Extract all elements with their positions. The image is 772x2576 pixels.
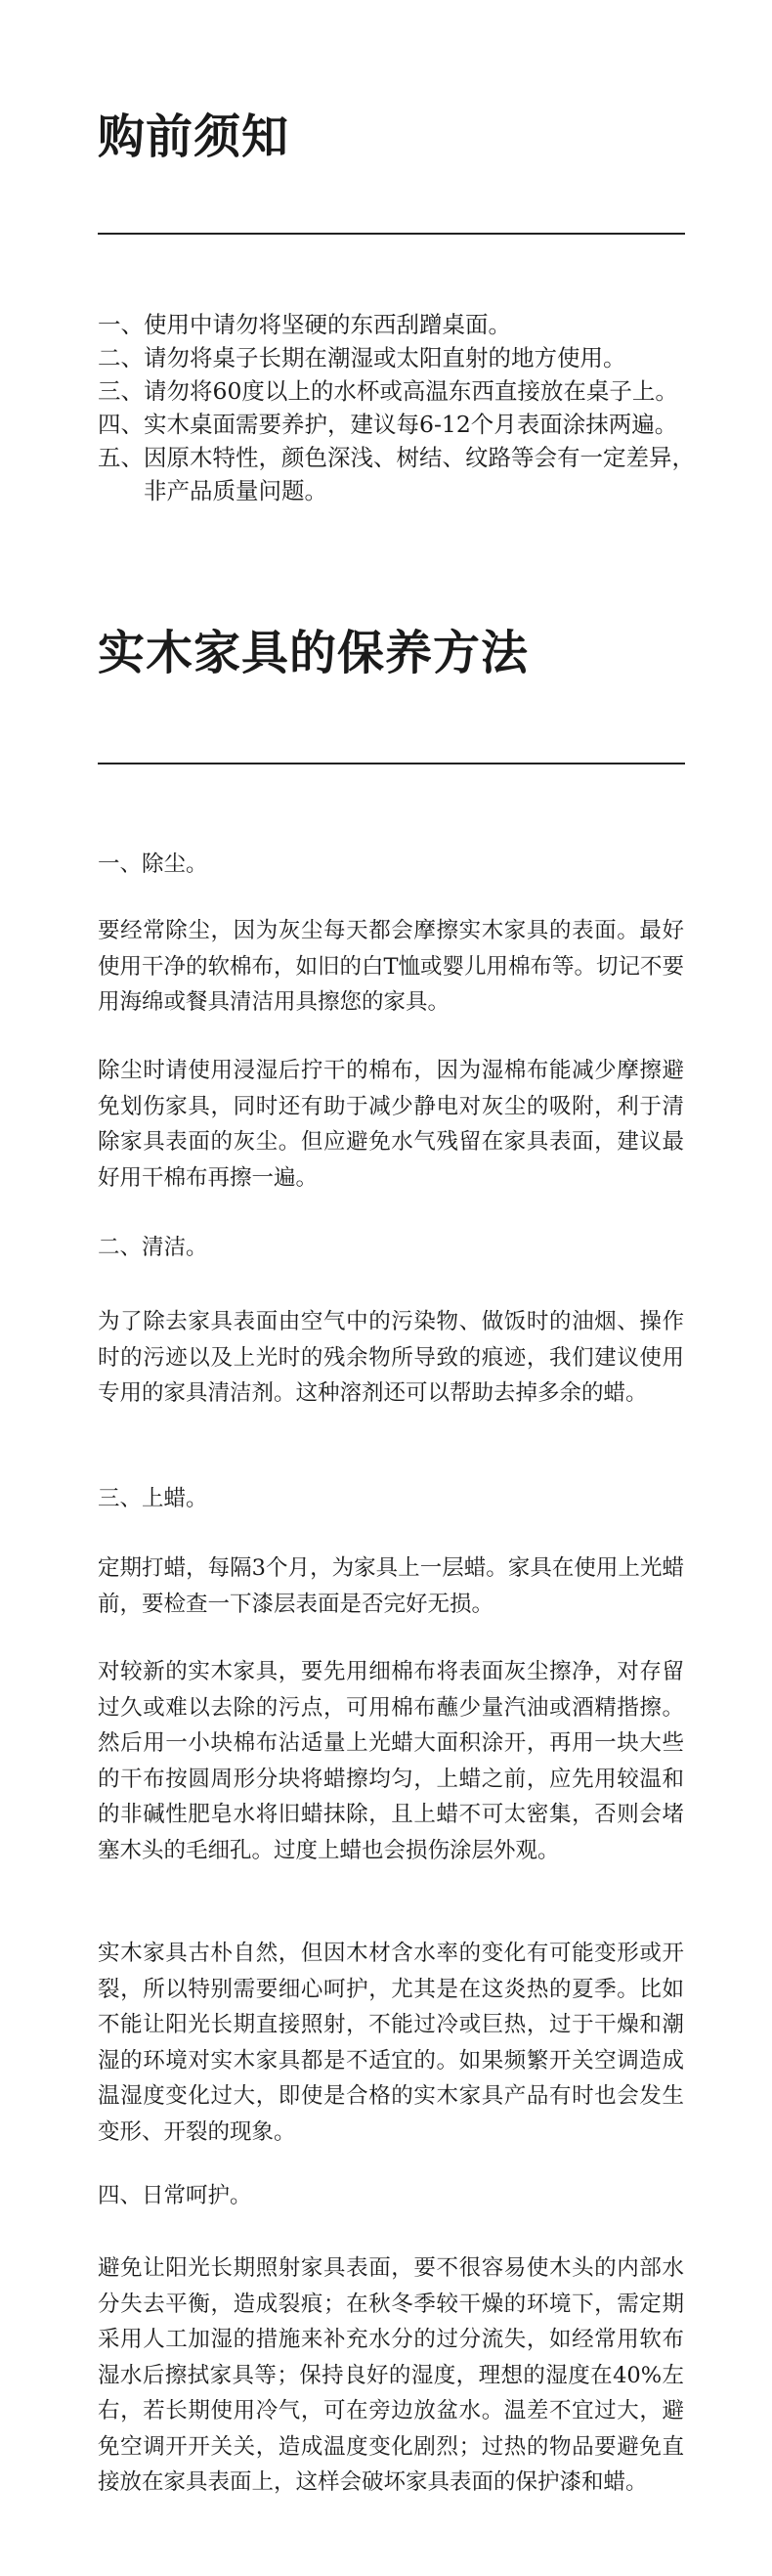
list-item <box>98 341 704 374</box>
list-item <box>98 408 704 441</box>
section-divider <box>98 233 685 235</box>
paragraph: 避免让阳光长期照射家具表面，要不很容易使木头的内部水分失去平衡，造成裂痕；在秋冬季较干燥的环境下，需定期采用人工加湿的措施来补充水分的过分流失，如经常用软布湿水后擦拭家具等；保持良好的湿度，理想的湿度在40%左右，若长期使用冷气，可在旁边放盆水。温差不宜过大，避免空调开开关关，造成温度变化剧烈；过热的物品要避免直接放在家具表面上，这样会破坏家具表面的保护漆和蜡。 <box>98 2255 684 2495</box>
section-title-care: 实木家具的保养方法 <box>98 626 530 680</box>
list-item <box>98 308 704 341</box>
list-item <box>98 441 704 507</box>
list-item-text: 因原木特性，颜色深浅、树结、纹路等会有一定差异，非产品质量问题。 <box>144 444 695 504</box>
list-item-text: 实木桌面需要养护，建议每6-12个月表面涂抹两遍。 <box>144 411 678 438</box>
paragraph: 除尘时请使用浸湿后拧干的棉布，因为湿棉布能减少摩擦避免划伤家具，同时还有助于减少静电对灰尘的吸附，利于清除家具表面的灰尘。但应避免水气残留在家具表面，建议最好用干棉布再擦一遍。 <box>98 1058 684 1191</box>
subheading-cleaning: 二、清洁。 <box>98 1235 208 1260</box>
paragraph: 为了除去家具表面由空气中的污染物、做饭时的油烟、操作时的污迹以及上光时的残余物所导致的痕迹，我们建议使用专用的家具清洁剂。这种溶剂还可以帮助去掉多余的蜡。 <box>98 1309 684 1406</box>
list-item-number: 四、 <box>98 411 144 438</box>
paragraph: 实木家具古朴自然，但因木材含水率的变化有可能变形或开裂，所以特别需要细心呵护，尤其是在这炎热的夏季。比如不能让阳光长期直接照射，不能过冷或巨热，过于干燥和潮湿的环境对实木家具都是不适宜的。如果频繁开关空调造成温湿度变化过大，即使是合格的实木家具产品有时也会发生变形、开裂的现象。 <box>98 1941 684 2145</box>
subheading-daily-care: 四、日常呵护。 <box>98 2183 252 2208</box>
list-item-number: 三、 <box>98 377 144 405</box>
subheading-waxing: 三、上蜡。 <box>98 1486 208 1511</box>
paragraph: 对较新的实木家具，要先用细棉布将表面灰尘擦净，对存留过久或难以去除的污点，可用棉布蘸少量汽油或酒精揩擦。然后用一小块棉布沾适量上光蜡大面积涂开，再用一块大些的干布按圆周形分块将蜡擦均匀，上蜡之前，应先用较温和的非碱性肥皂水将旧蜡抹除，且上蜡不可太密集，否则会堵塞木头的毛细孔。过度上蜡也会损伤涂层外观。 <box>98 1659 684 1863</box>
section-divider <box>98 763 685 764</box>
list-item-text: 请勿将60度以上的水杯或高温东西直接放在桌子上。 <box>144 377 678 405</box>
list-item-text: 使用中请勿将坚硬的东西刮蹭桌面。 <box>144 311 511 338</box>
notice-list <box>98 308 704 507</box>
subheading-dusting: 一、除尘。 <box>98 851 208 877</box>
list-item-number: 一、 <box>98 311 144 338</box>
paragraph: 要经常除尘，因为灰尘每天都会摩擦实木家具的表面。最好使用干净的软棉布，如旧的白T恤或婴儿用棉布等。切记不要用海绵或餐具清洁用具擦您的家具。 <box>98 918 685 1015</box>
list-item <box>98 374 704 408</box>
section-title-notice: 购前须知 <box>98 109 290 164</box>
paragraph: 定期打蜡，每隔3个月，为家具上一层蜡。家具在使用上光蜡前，要检查一下漆层表面是否完好无损。 <box>98 1555 684 1617</box>
list-item-text: 请勿将桌子长期在潮湿或太阳直射的地方使用。 <box>144 344 626 371</box>
list-item-number: 五、 <box>98 444 144 471</box>
list-item-number: 二、 <box>98 344 144 371</box>
